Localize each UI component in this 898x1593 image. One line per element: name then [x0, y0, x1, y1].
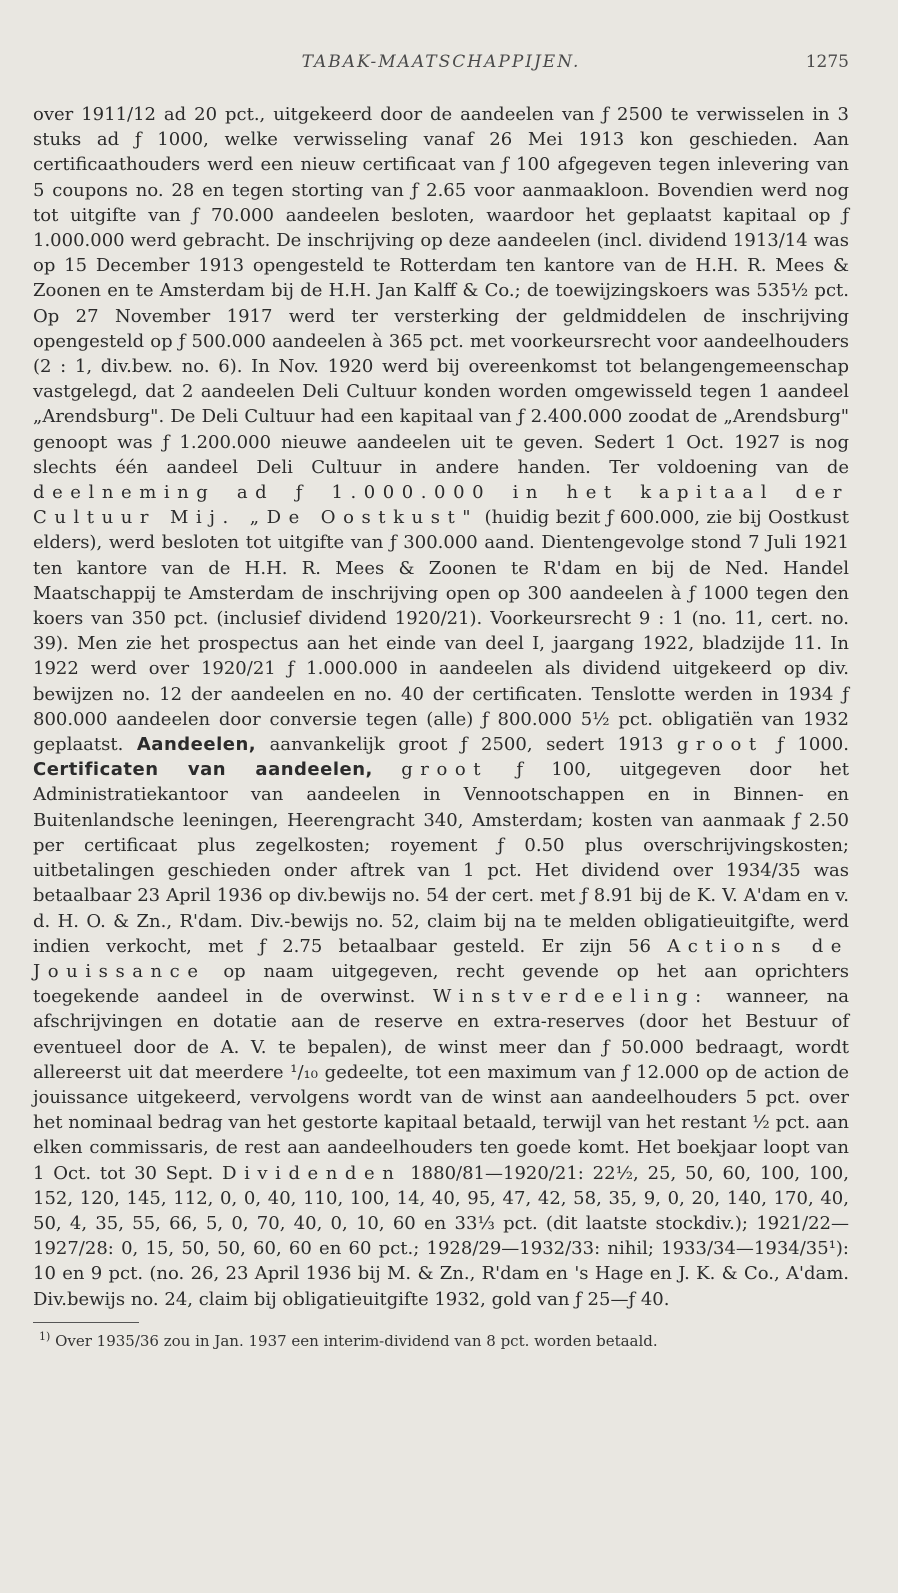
section-label-dividenden: Dividenden: [222, 1162, 402, 1184]
spaced-text: groot: [676, 734, 764, 756]
text-run: (huidig bezit ƒ 600.000, zie bij Oostkust elders), werd besloten tot uitgifte van ƒ 300.000 aand. Dientengevolge stond 7 Juli 1921 ten kantore van de H.H. R. Mees & Zoonen te R'dam en bij de Ned. Handel Maatschappij te Amsterdam de inschrijving open op 300 aandeelen à ƒ 1000 tegen den koers van 350 pct. (inclusief dividend 1920/21). Voorkeursrecht 9 : 1 (no. 11, cert. no. 39). Men zie het prospectus aan het einde van deel I, jaargang 1922, bladzijde 11. In 1922 werd over 1920/21 ƒ 1.000.000 in aandeelen als dividend uitgekeerd op div. bewijzen no. 12 der aandeelen en no. 40 der certificaten. Tenslotte werden in 1934 ƒ 800.000 aandeelen door conversie tegen (alle) ƒ 800.000 5½ pct. obligatiën van 1932 geplaatst.: [33, 507, 849, 756]
page: [33, 52, 849, 1351]
footnote-divider: [33, 1322, 139, 1323]
footnote-marker: 1): [39, 1329, 51, 1343]
spaced-text: Actions de Jouissance: [33, 935, 849, 982]
text-run: aanvankelijk groot ƒ 2500, sedert 1913: [269, 734, 664, 756]
section-label-aandeelen: Aandeelen,: [136, 734, 257, 756]
text-run: wanneer, na afschrijvingen en dotatie aan de reserve en extra-reserves (door het Bestuur of eventueel door de A. V. te bepalen), de winst meer dan ƒ 50.000 bedraagt, wordt allereerst uit dat meerdere ¹/₁₀ gedeelte, tot een maximum van ƒ 12.000 op de action de jouissance uitgekeerd, vervolgens wordt van de winst aan aandeelhouders 5 pct. over het nominaal bedrag van het gestorte kapitaal betaald, terwijl van het restant ½ pct. aan elken commissaris, de rest aan aandeelhouders ten goede komt. Het boekjaar loopt van 1 Oct. tot 30 Sept.: [33, 986, 849, 1184]
footnote-text: Over 1935/36 zou in Jan. 1937 een interim-dividend van 8 pct. worden betaald.: [55, 1331, 658, 1350]
paragraph: [33, 102, 849, 1312]
text-run: ƒ 100, uitgegeven door het Administratiekantoor van aandeelen in Vennootschappen en in Binnen- en Buitenlandsche leeningen, Heerengracht 340, Amsterdam; kosten van aanmaak ƒ 2.50 per certificaat plus zegelkosten; royement ƒ 0.50 plus overschrijvingskosten; uitbetalingen geschieden onder aftrek van 1 pct. Het dividend over 1934/35 was betaalbaar 23 April 1936 op div.bewijs no. 54 der cert. met ƒ 8.91 bij de K. V. A'dam en v. d. H. O. & Zn., R'dam. Div.-bewijs no. 52, claim bij na te melden obligatieuitgifte, werd indien verkocht, met ƒ 2.75 betaalbaar gesteld. Er zijn 56: [33, 759, 849, 957]
body-text: [33, 102, 849, 1312]
page-number: 1275: [805, 52, 849, 72]
footnote: [33, 1327, 849, 1351]
running-header: [33, 52, 849, 82]
text-run: over 1911/12 ad 20 pct., uitgekeerd door de aandeelen van ƒ 2500 te verwisselen in 3 stuks ad ƒ 1000, welke verwisseling vanaf 26 Mei 1913 kon geschieden. Aan certificaathouders werd een nieuw certificaat van ƒ 100 afgegeven tegen inlevering van 5 coupons no. 28 en tegen storting van ƒ 2.65 voor aanmaakloon. Bovendien werd nog tot uitgifte van ƒ 70.000 aandeelen besloten, waardoor het geplaatst kapitaal op ƒ 1.000.000 werd gebracht. De inschrijving op deze aandeelen (incl. dividend 1913/14 was op 15 December 1913 opengesteld te Rotterdam ten kantore van de H.H. R. Mees & Zoonen en te Amsterdam bij de H.H. Jan Kalff & Co.; de toewijzingskoers was 535½ pct. Op 27 November 1917 werd ter versterking der geldmiddelen de inschrijving opengesteld op ƒ 500.000 aandeelen à 365 pct. met voorkeursrecht voor aandeelhouders (2 : 1, div.bew. no. 6). In Nov. 1920 werd bij overeenkomst tot belangengemeenschap vastgelegd, dat 2 aandeelen Deli Cultuur konden worden omgewisseld tegen 1 aandeel „Arendsburg". De Deli Cultuur had een kapitaal van ƒ 2.400.000 zoodat de „Arendsburg" genoopt was ƒ 1.200.000 nieuwe aandeelen uit te geven. Sedert 1 Oct. 1927 is nog slechts één aandeel Deli Cultuur in andere handen. Ter voldoening van de: [33, 104, 849, 478]
text-run: ƒ 1000.: [777, 734, 849, 756]
section-label-certificaten: Certificaten van aandeelen,: [33, 759, 373, 781]
running-title: TABAK-MAATSCHAPPIJEN.: [301, 52, 581, 72]
text-run: op naam uitgegeven, recht gevende op het aan oprichters toegekende aandeel in de overwinst.: [33, 960, 849, 1008]
section-label-winstverdeeling: Winstverdeeling:: [432, 986, 709, 1008]
text-run: 1880/81—1920/21: 22½, 25, 50, 60, 100, 100, 152, 120, 145, 112, 0, 0, 40, 110, 100, 14, 40, 95, 47, 42, 58, 35, 9, 0, 20, 140, 170, 40, 50, 4, 35, 55, 66, 5, 0, 70, 40, 0, 10, 60 en 33⅓ pct. (dit laatste stockdiv.); 1921/22—1927/28: 0, 15, 50, 50, 60, 60 en 60 pct.; 1928/29—1932/33: nihil; 1933/34—1934/35¹): 10 en 9 pct. (no. 26, 23 April 1936 bij M. & Zn., R'dam en 's Hage en J. K. & Co., A'dam. Div.bewijs no. 24, claim bij obligatieuitgifte 1932, gold van ƒ 25—ƒ 40.: [33, 1162, 849, 1310]
spaced-text: deelneming ad ƒ 1.000.000 in het kapitaal der Cultuur Mij. „De Oostkust": [33, 482, 849, 529]
spaced-text: groot: [401, 759, 489, 781]
